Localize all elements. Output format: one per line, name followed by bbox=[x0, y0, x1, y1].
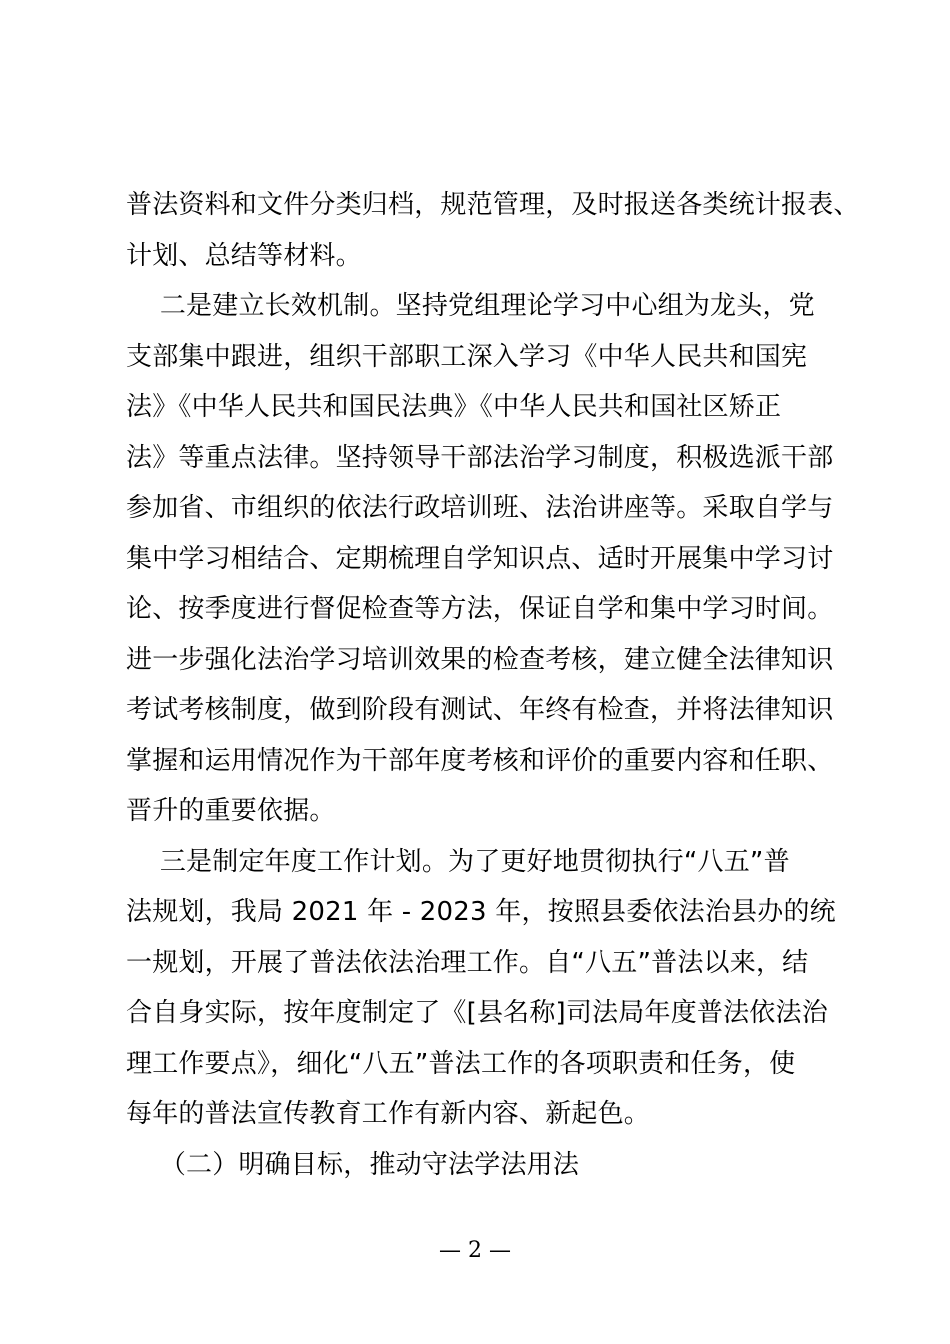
section-heading: （二）明确目标，推动守法学法用法 bbox=[126, 1149, 580, 1180]
page-number: — 2 — bbox=[439, 1238, 511, 1263]
text-line: 二是建立长效机制。坚持党组理论学习中心组为龙头，党 bbox=[126, 291, 815, 321]
text-line: 三是制定年度工作计划。为了更好地贯彻执行“八五”普 bbox=[126, 846, 790, 877]
text-line: 晋升的重要依据。 bbox=[126, 796, 336, 826]
text-line: 考试考核制度，做到阶段有测试、年终有检查，并将法律知识 bbox=[126, 695, 834, 725]
body-text bbox=[126, 180, 860, 1190]
text-line: 合自身实际，按年度制定了《[县名称]司法局年度普法依法治 bbox=[126, 998, 828, 1028]
text-line: 掌握和运用情况作为干部年度考核和评价的重要内容和任职、 bbox=[126, 745, 834, 776]
text-line: 集中学习相结合、定期梳理自学知识点、适时开展集中学习讨 bbox=[126, 543, 834, 574]
text-line: 论、按季度进行督促检查等方法，保证自学和集中学习时间。 bbox=[126, 594, 834, 624]
text-line: 法规划，我局 2021 年 - 2023 年，按照县委依法治县办的统 bbox=[126, 897, 836, 927]
text-line: 理工作要点》，细化“八五”普法工作的各项职责和任务，使 bbox=[126, 1048, 796, 1079]
text-line: 进一步强化法治学习培训效果的检查考核，建立健全法律知识 bbox=[126, 644, 834, 675]
text-line: 支部集中跟进，组织干部职工深入学习《中华人民共和国宪 bbox=[126, 341, 808, 372]
text-line: 计划、总结等材料。 bbox=[126, 240, 362, 271]
text-line: 法》等重点法律。坚持领导干部法治学习制度，积极选派干部 bbox=[126, 442, 834, 473]
text-line: 普法资料和文件分类归档，规范管理，及时报送各类统计报表、 bbox=[126, 190, 860, 220]
text-line: 参加省、市组织的依法行政培训班、法治讲座等。采取自学与 bbox=[126, 493, 834, 523]
text-line: 一规划，开展了普法依法治理工作。自“八五”普法以来，结 bbox=[126, 947, 809, 978]
text-line: 法》《中华人民共和国民法典》《中华人民共和国社区矫正 bbox=[126, 392, 782, 422]
text-line: 每年的普法宣传教育工作有新内容、新起色。 bbox=[126, 1099, 651, 1129]
